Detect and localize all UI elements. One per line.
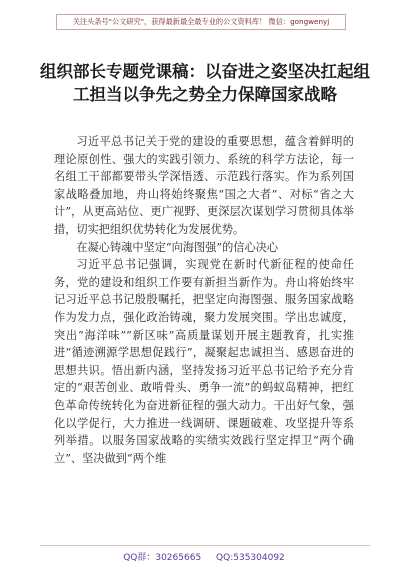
- document-body: [54, 133, 354, 467]
- body-paragraph: 习近平总书记关于党的建设的重要思想，蕴含着鲜明的理论原创性、强大的实践引领力、系统的科学方法论，每一名组工干部都要带头学深悟透、示范践行落实。作为系列国家战略叠加地，舟山将始终聚焦“国之大者”、对标“省之大计”，从更高站位、更广视野、更深层次谋划学习贯彻具体举措，切实把组织优势转化为发展优势。: [54, 135, 354, 236]
- body-paragraph: 习近平总书记强调，实现党在新时代新征程的使命任务，党的建设和组织工作要有新担当新作为。舟山将始终牢记习近平总书记殷殷嘱托，把坚定向海图强、服务国家战略作为发力点，强化政治铸魂，聚力发展突围。学出忠诚度，突出“海洋味”“新区味”高质量谋划开展主题教育，扎实推进“循迹溯源学思想促践行”，凝聚起忠诚担当、感恩奋进的思想共识。悟出新内涵，坚持发扬习近平总书记给予充分肯定的“艰苦创业、敢啃骨头、勇争一流”的蚂蚁岛精神，把红色革命传统转化为奋进新征程的强大动力。干出好气象，强化以学促行，大力推进一线调研、课题破难、攻坚提升等系列举措。以服务国家战略的实绩实效践行坚定捍卫“两个确立”、坚决做到“两个维: [54, 258, 354, 465]
- document-title: 组织部长专题党课稿：以奋进之姿坚决扛起组工担当以争先之势全力保障国家战略: [40, 62, 370, 104]
- page-footer: [0, 550, 408, 563]
- footer-qq: QQ:535304092: [216, 553, 285, 563]
- section-heading: 在凝心铸魂中坚定“向海图强”的信心决心: [76, 240, 279, 254]
- footer-divider: [40, 545, 370, 546]
- top-banner: 关注头条号"公文研究"，获得最新最全最专业的公文资料库！ 微信：gongwenyj: [56, 14, 346, 30]
- footer-qq-group: QQ群：30265665: [123, 553, 202, 563]
